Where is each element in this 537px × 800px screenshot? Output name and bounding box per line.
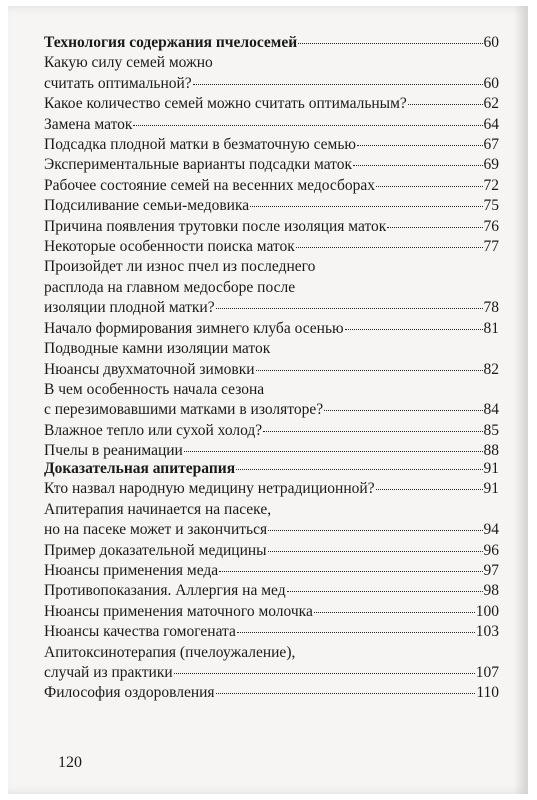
toc-entry [44, 500, 499, 541]
entry-page-number: 60 [483, 74, 499, 92]
entry-title-line: изоляции плодной матки? [44, 299, 215, 317]
entry-page-number: 91 [483, 480, 499, 498]
dot-leader [263, 431, 482, 432]
toc-entry [44, 53, 499, 94]
section-page-number: 91 [483, 460, 499, 477]
entry-title-line: Какое количество семей можно считать оптимальным? [44, 95, 407, 113]
entry-title-line: Причина появления трутовки после изоляция маток [44, 217, 387, 235]
entry-page-number: 96 [483, 541, 499, 559]
entry-page-number: 100 [475, 602, 499, 620]
entry-page-number: 77 [483, 238, 499, 256]
entry-title-line: считать оптимальной? [44, 74, 192, 92]
toc-entries [44, 479, 499, 703]
toc-entry [44, 479, 499, 499]
toc-entry [44, 115, 499, 135]
entry-page-number: 78 [483, 299, 499, 317]
toc-entry [44, 561, 499, 581]
entry-title-line: Нюансы применения маточного молочка [44, 602, 313, 620]
section-heading [44, 33, 499, 53]
toc-entry [44, 319, 499, 339]
dot-leader [296, 247, 483, 248]
dot-leader [314, 612, 475, 613]
dot-leader [256, 370, 483, 371]
entry-title-line: Подводные камни изоляции маток [44, 340, 271, 358]
entry-page-number: 76 [483, 217, 499, 235]
section-page-number: 60 [483, 34, 499, 51]
entry-title-line: случай из практики [44, 664, 173, 682]
dot-leader [236, 469, 482, 470]
dot-leader [287, 591, 483, 592]
entry-page-number: 62 [483, 95, 499, 113]
entry-page-number: 94 [483, 521, 499, 539]
entry-title-line: Нюансы применения меда [44, 562, 219, 580]
entry-title-line: Апитерапия начинается на пасеке, [44, 500, 272, 518]
dot-leader [324, 410, 482, 411]
toc-entry [44, 94, 499, 114]
dot-leader [268, 530, 482, 531]
toc-entry [44, 380, 499, 421]
entry-title-line: Начало формирования зимнего клуба осенью [44, 319, 344, 337]
entry-title-line: расплода на главном медосборе после [44, 278, 296, 296]
dot-leader [216, 308, 483, 309]
dot-leader [219, 571, 482, 572]
book-page [8, 6, 528, 794]
toc-section-beekeeping [44, 33, 499, 462]
dot-leader [298, 43, 482, 44]
toc-entry [44, 643, 499, 684]
toc-entry [44, 217, 499, 237]
toc-entry [44, 155, 499, 175]
entry-page-number: 64 [483, 115, 499, 133]
entry-page-number: 103 [475, 623, 499, 641]
entry-title-line: Произойдет ли износ пчел из последнего [44, 258, 316, 276]
entry-title-line: Философия оздоровления [44, 684, 215, 702]
entry-title-line: Замена маток [44, 115, 133, 133]
toc-entry [44, 135, 499, 155]
page-number: 120 [58, 754, 82, 771]
entry-page-number: 110 [476, 684, 499, 702]
entry-page-number: 82 [483, 360, 499, 378]
entry-title-line: с перезимовавшими матками в изоляторе? [44, 401, 324, 419]
toc-entries [44, 53, 499, 461]
toc-entry [44, 339, 499, 380]
dot-leader [237, 632, 475, 633]
entry-title-line: Противопоказания. Аллергия на мед [44, 582, 286, 600]
dot-leader [387, 227, 482, 228]
entry-title-line: Подсадка плодной матки в безматочную семью [44, 136, 357, 154]
entry-title-line: В чем особенность начала сезона [44, 380, 265, 398]
entry-title-line: но на пасеке может и закончиться [44, 521, 268, 539]
entry-title-line: Апитоксинотерапия (пчелоужаление), [44, 643, 296, 661]
entry-page-number: 98 [483, 582, 499, 600]
entry-page-number: 69 [483, 156, 499, 174]
entry-title-line: Пример доказательной медицины [44, 541, 267, 559]
entry-title-line: Экспериментальные варианты подсадки маток [44, 156, 353, 174]
dot-leader [345, 329, 483, 330]
entry-title-line: Влажное тепло или сухой холод? [44, 421, 263, 439]
dot-leader [376, 186, 483, 187]
toc-section-apitherapy [44, 459, 499, 704]
entry-title-line: Нюансы двухматочной зимовки [44, 360, 255, 378]
toc-entry [44, 257, 499, 318]
dot-leader [408, 104, 483, 105]
entry-title-line: Рабочее состояние семей на весенних медосборах [44, 176, 375, 194]
dot-leader [268, 551, 483, 552]
dot-leader [353, 165, 482, 166]
dot-leader [357, 145, 482, 146]
toc-entry [44, 622, 499, 642]
entry-title-line: Нюансы качества гомогената [44, 623, 236, 641]
entry-page-number: 81 [483, 319, 499, 337]
entry-page-number: 85 [483, 421, 499, 439]
toc-entry [44, 541, 499, 561]
entry-page-number: 97 [483, 562, 499, 580]
entry-page-number: 72 [483, 176, 499, 194]
section-heading [44, 459, 499, 479]
dot-leader [250, 206, 482, 207]
toc-entry [44, 602, 499, 622]
entry-title-line: Пчелы в реанимации [44, 442, 183, 460]
entry-page-number: 84 [483, 401, 499, 419]
dot-leader [376, 489, 483, 490]
entry-page-number: 67 [483, 136, 499, 154]
dot-leader [174, 673, 475, 674]
entry-page-number: 88 [483, 442, 499, 460]
dot-leader [216, 693, 476, 694]
dot-leader [184, 451, 483, 452]
toc-entry [44, 581, 499, 601]
entry-title-line: Кто назвал народную медицину нетрадиционной? [44, 480, 375, 498]
toc-entry [44, 176, 499, 196]
toc-entry [44, 196, 499, 216]
entry-page-number: 107 [475, 664, 499, 682]
toc-entry [44, 237, 499, 257]
entry-page-number: 75 [483, 197, 499, 215]
dot-leader [133, 125, 482, 126]
section-title: Технология содержания пчелосемей [44, 34, 298, 51]
entry-title-line: Некоторые особенности поиска маток [44, 238, 295, 256]
toc-entry [44, 683, 499, 703]
entry-title-line: Подсиливание семьи-медовика [44, 197, 250, 215]
dot-leader [193, 84, 483, 85]
toc-entry [44, 421, 499, 441]
entry-title-line: Какую силу семей можно [44, 54, 213, 72]
section-title: Доказательная апитерапия [44, 460, 236, 477]
